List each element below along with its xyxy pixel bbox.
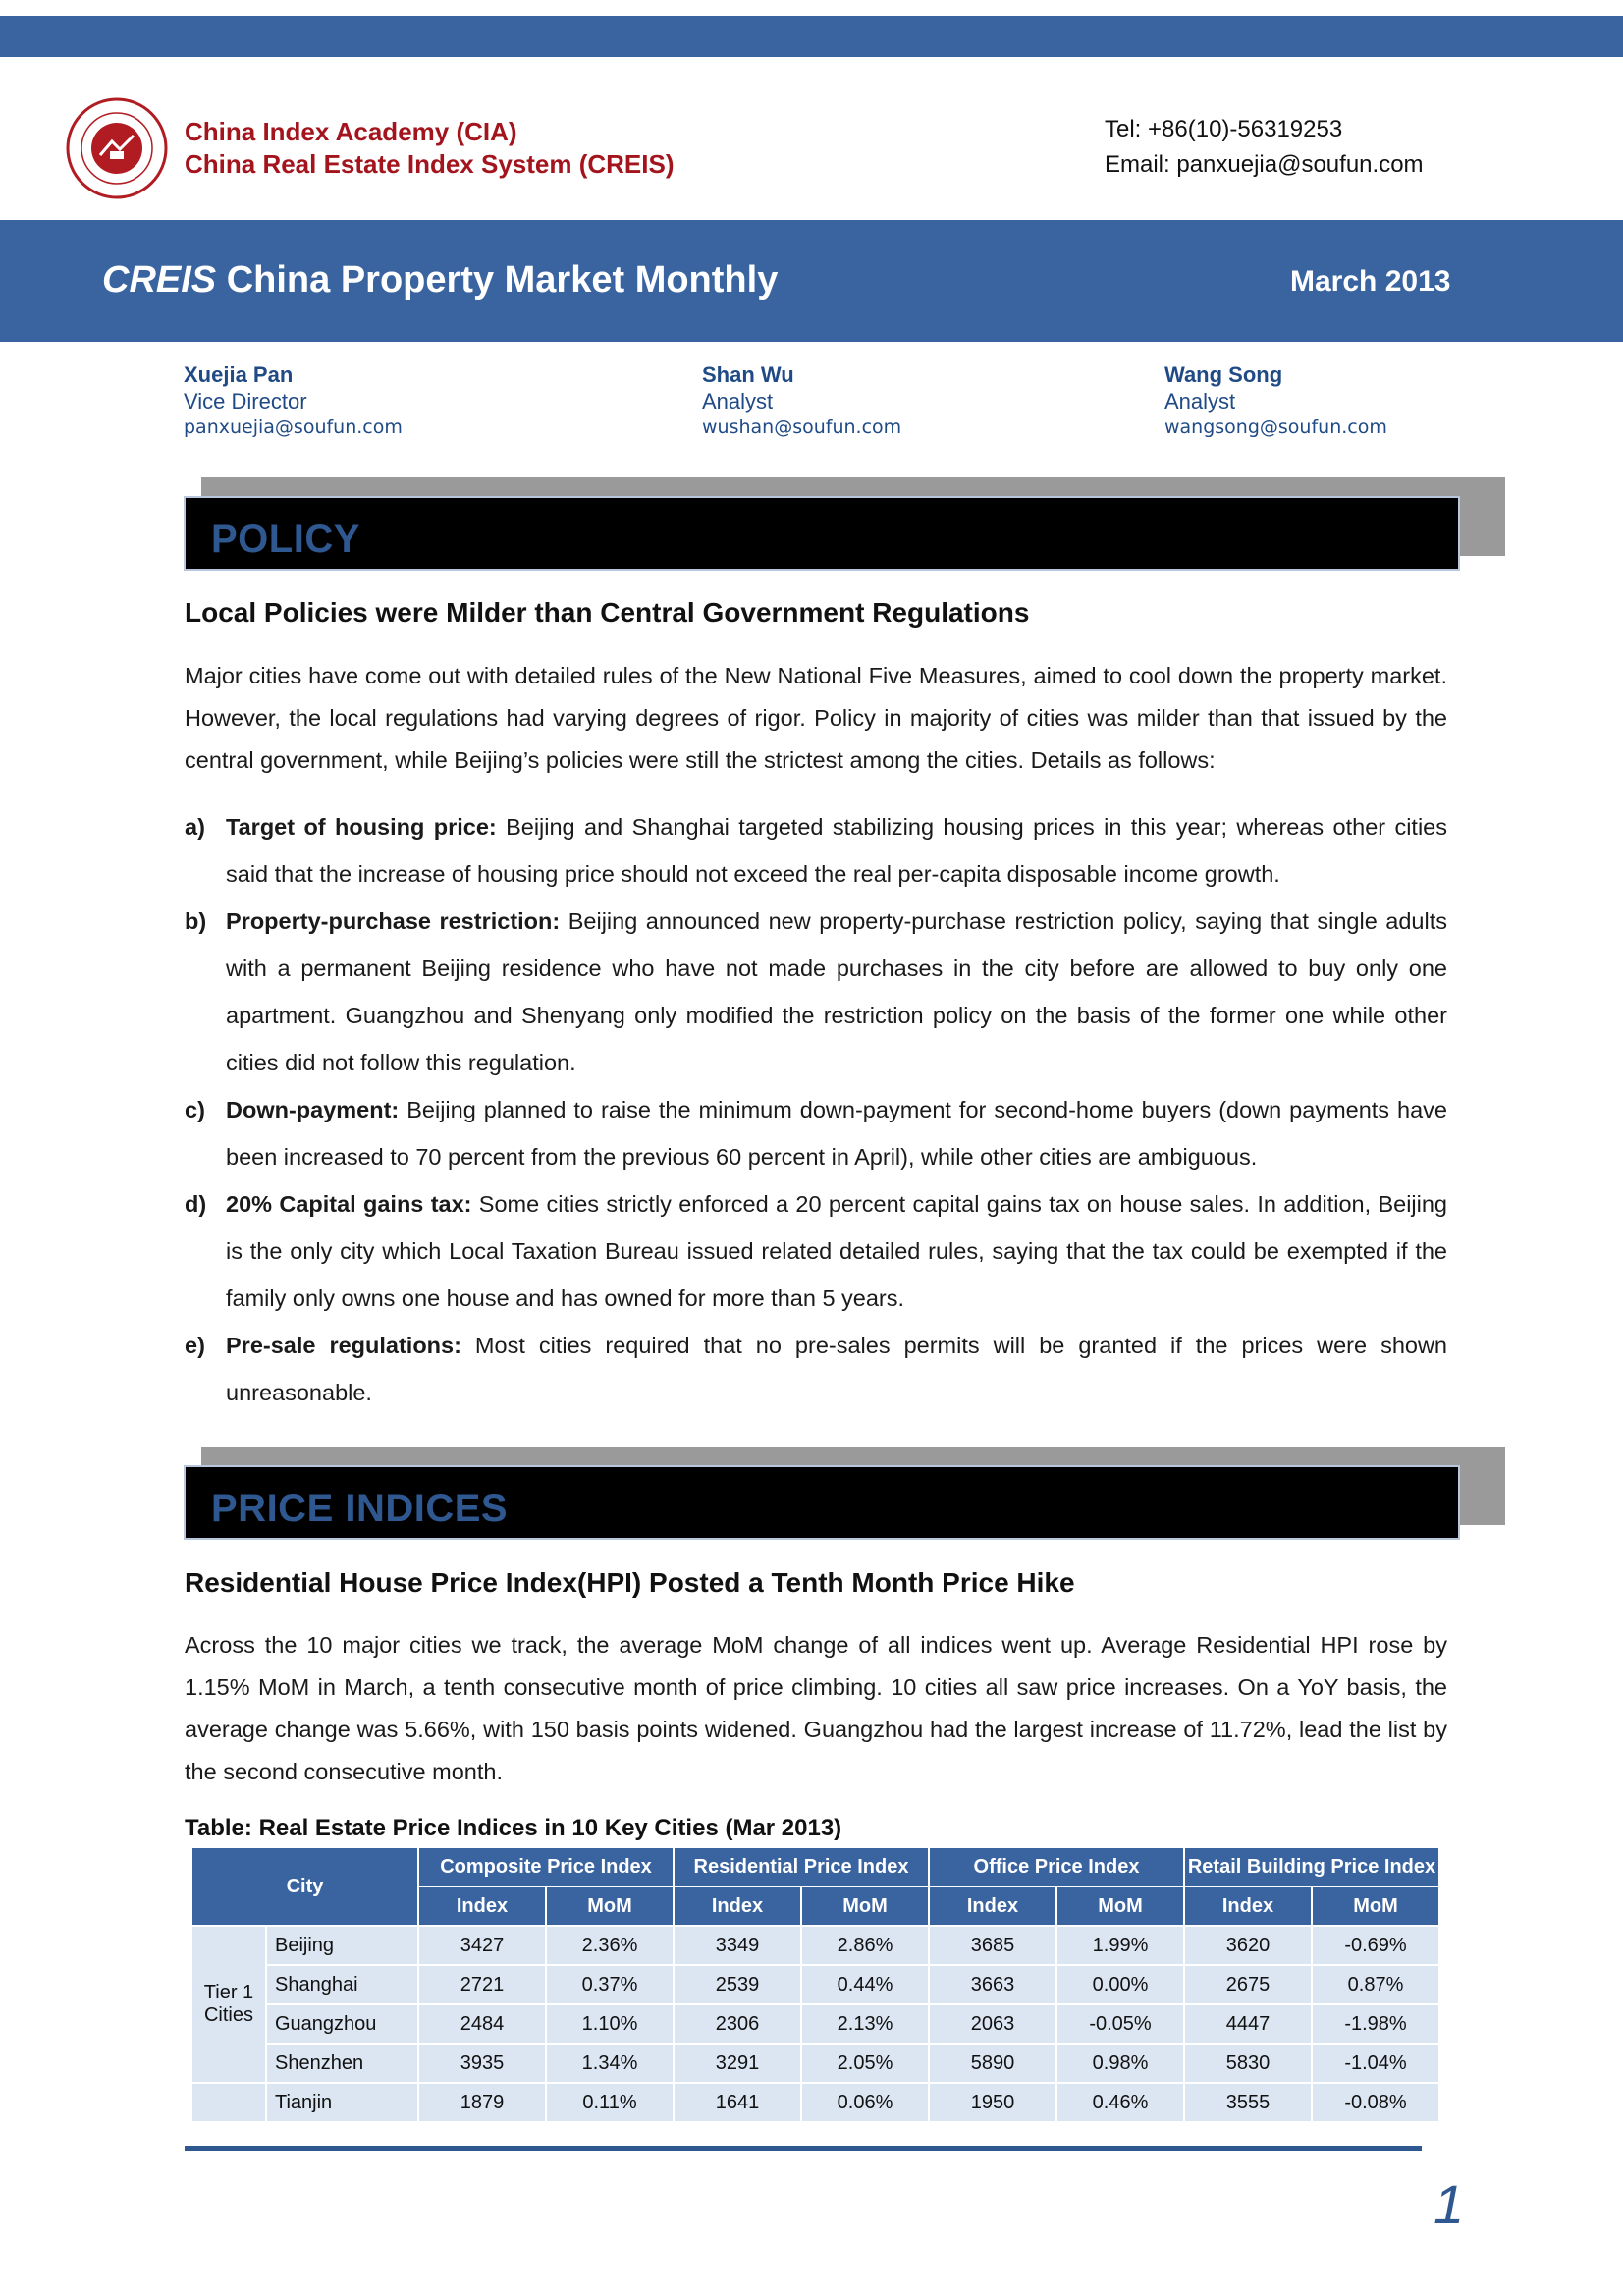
sub-header-mom: MoM [801,1886,929,1926]
author-email[interactable]: wangsong@soufun.com [1164,416,1387,438]
list-item [185,1322,1447,1416]
tier-label: Tier 1 Cities [191,1926,266,2083]
value-cell: 5890 [929,2044,1056,2083]
author-1 [184,361,403,441]
group-header: Office Price Index [929,1847,1184,1886]
value-cell: -1.98% [1312,2004,1439,2044]
value-cell: 3663 [929,1965,1056,2004]
report-date: March 2013 [1290,265,1451,298]
value-cell: -0.05% [1056,2004,1184,2044]
policy-intro: Major cities have come out with detailed rules of the New National Five Measures, aimed to cool down the property market. However, the local regulations had varying degrees of rigor. Policy in majority of cities was milder than that issued by the central government, while Beijing’s policies were still the strictest among the cities. Details as follows: [185,663,1447,773]
list-item-text: Some cities strictly enforced a 20 percent capital gains tax on house sales. In addition, Beijing is the only city which Local Taxation Bureau issued related detailed rules, saying that the tax could be exempted if the family only owns one house and has owned for more than 5 years. [226,1191,1447,1311]
sub-header-mom: MoM [1056,1886,1184,1926]
list-item-label: Pre-sale regulations: [226,1333,461,1358]
value-cell: 1641 [674,2083,801,2122]
author-3 [1164,361,1387,441]
email: Email: panxuejia@soufun.com [1105,151,1424,178]
value-cell: 2484 [418,2004,546,2044]
table-row [191,1965,1439,2004]
value-cell: 3935 [418,2044,546,2083]
value-cell: 2.13% [801,2004,929,2044]
policy-section-header [184,496,1460,571]
value-cell: 1.99% [1056,1926,1184,1965]
value-cell: 3349 [674,1926,801,1965]
price-heading: Residential House Price Index(HPI) Posted a Tenth Month Price Hike [185,1567,1075,1598]
value-cell: 1.34% [546,2044,674,2083]
author-role: Analyst [702,389,774,413]
group-header: Retail Building Price Index [1184,1847,1439,1886]
value-cell: 3685 [929,1926,1056,1965]
city-header: City [191,1847,418,1926]
value-cell: 2.36% [546,1926,674,1965]
author-name: Wang Song [1164,362,1283,387]
section-title: PRICE INDICES [211,1487,509,1530]
policy-list [185,803,1447,1416]
group-header: Residential Price Index [674,1847,929,1886]
value-cell: 0.46% [1056,2083,1184,2122]
title-italic: CREIS [102,259,217,301]
value-cell: 1.10% [546,2004,674,2044]
list-item-label: Target of housing price: [226,814,497,840]
list-item-label: Down-payment: [226,1097,400,1122]
value-cell: 2306 [674,2004,801,2044]
value-cell: 2063 [929,2004,1056,2044]
author-2 [702,361,901,441]
author-role: Vice Director [184,389,307,413]
value-cell: 0.44% [801,1965,929,2004]
table-row [191,2083,1439,2122]
list-marker: e) [185,1333,205,1358]
author-role: Analyst [1164,389,1236,413]
value-cell: -0.08% [1312,2083,1439,2122]
value-cell: 2675 [1184,1965,1312,2004]
table-row [191,1926,1439,1965]
price-index-table [190,1846,1440,2123]
value-cell: 4447 [1184,2004,1312,2044]
tier-blank [191,2083,266,2122]
city-cell: Guangzhou [266,2004,418,2044]
value-cell: 0.00% [1056,1965,1184,2004]
value-cell: 1879 [418,2083,546,2122]
list-marker: a) [185,814,205,840]
value-cell: 2539 [674,1965,801,2004]
title-rest: China Property Market Monthly [216,259,779,301]
sub-header-mom: MoM [546,1886,674,1926]
value-cell: 1950 [929,2083,1056,2122]
policy-heading: Local Policies were Milder than Central Government Regulations [185,597,1030,628]
value-cell: 2721 [418,1965,546,2004]
list-item [185,803,1447,898]
city-cell: Shanghai [266,1965,418,2004]
table-row [191,2044,1439,2083]
sub-header-index: Index [674,1886,801,1926]
city-cell: Beijing [266,1926,418,1965]
author-name: Xuejia Pan [184,362,294,387]
city-cell: Tianjin [266,2083,418,2122]
page-number: 1 [1434,2173,1465,2235]
sub-header-index: Index [1184,1886,1312,1926]
list-item [185,1086,1447,1180]
value-cell: -1.04% [1312,2044,1439,2083]
value-cell: 2.05% [801,2044,929,2083]
tel: Tel: +86(10)-56319253 [1105,116,1343,142]
value-cell: 0.87% [1312,1965,1439,2004]
list-item-text: Beijing announced new property-purchase restriction policy, saying that single adults with a permanent Beijing residence who have not made purchases in the city before are allowed to buy only one apartment. Guangzhou and Shenyang only modified the restriction policy on the basis of the former one while other cities did not follow this regulation. [226,908,1447,1075]
list-item-label: 20% Capital gains tax: [226,1191,472,1217]
price-body: Across the 10 major cities we track, the average MoM change of all indices went up. Average Residential HPI rose by 1.15% MoM in March, a tenth consecutive month of price climbing. 10 cities all saw price increases. On a YoY basis, the average change was 5.66%, with 150 basis points widened. Guangzhou had the largest increase of 11.72%, lead the list by the second consecutive month. [185,1632,1447,1784]
top-color-bar [0,16,1623,57]
cia-seal-icon [65,96,169,200]
organization-names [185,116,674,181]
author-name: Shan Wu [702,362,794,387]
value-cell: 0.37% [546,1965,674,2004]
table-row [191,2004,1439,2044]
author-email[interactable]: wushan@soufun.com [702,416,902,438]
list-item [185,1180,1447,1322]
footer-rule [185,2146,1422,2151]
list-marker: c) [185,1097,205,1122]
city-cell: Shenzhen [266,2044,418,2083]
sub-header-index: Index [418,1886,546,1926]
section-title: POLICY [211,518,360,561]
title-banner [0,220,1623,342]
table-caption: Table: Real Estate Price Indices in 10 Key Cities (Mar 2013) [185,1815,842,1841]
report-title [102,259,778,301]
value-cell: 3620 [1184,1926,1312,1965]
list-item-text: Beijing planned to raise the minimum down-payment for second-home buyers (down payments have been increased to 70 percent from the previous 60 percent in April), while other cities are ambiguous. [226,1097,1447,1170]
value-cell: 0.98% [1056,2044,1184,2083]
list-marker: b) [185,908,207,934]
value-cell: -0.69% [1312,1926,1439,1965]
value-cell: 3427 [418,1926,546,1965]
value-cell: 3555 [1184,2083,1312,2122]
list-marker: d) [185,1191,207,1217]
group-header: Composite Price Index [418,1847,674,1886]
org-line-1: China Index Academy (CIA) [185,117,517,146]
value-cell: 5830 [1184,2044,1312,2083]
list-item-text: Most cities required that no pre-sales permits will be granted if the prices were shown unreasonable. [226,1333,1448,1405]
value-cell: 2.86% [801,1926,929,1965]
author-email[interactable]: panxuejia@soufun.com [184,416,403,438]
contact-info [1105,112,1424,183]
sub-header-index: Index [929,1886,1056,1926]
price-section-header [184,1465,1460,1540]
value-cell: 0.06% [801,2083,929,2122]
sub-header-mom: MoM [1312,1886,1439,1926]
value-cell: 3291 [674,2044,801,2083]
org-line-2: China Real Estate Index System (CREIS) [185,149,675,179]
list-item-label: Property-purchase restriction: [226,908,561,934]
list-item-text: Beijing and Shanghai targeted stabilizing housing prices in this year; whereas other cities said that the increase of housing price should not exceed the real per-capita disposable income growth. [226,814,1447,887]
list-item [185,898,1447,1086]
value-cell: 0.11% [546,2083,674,2122]
